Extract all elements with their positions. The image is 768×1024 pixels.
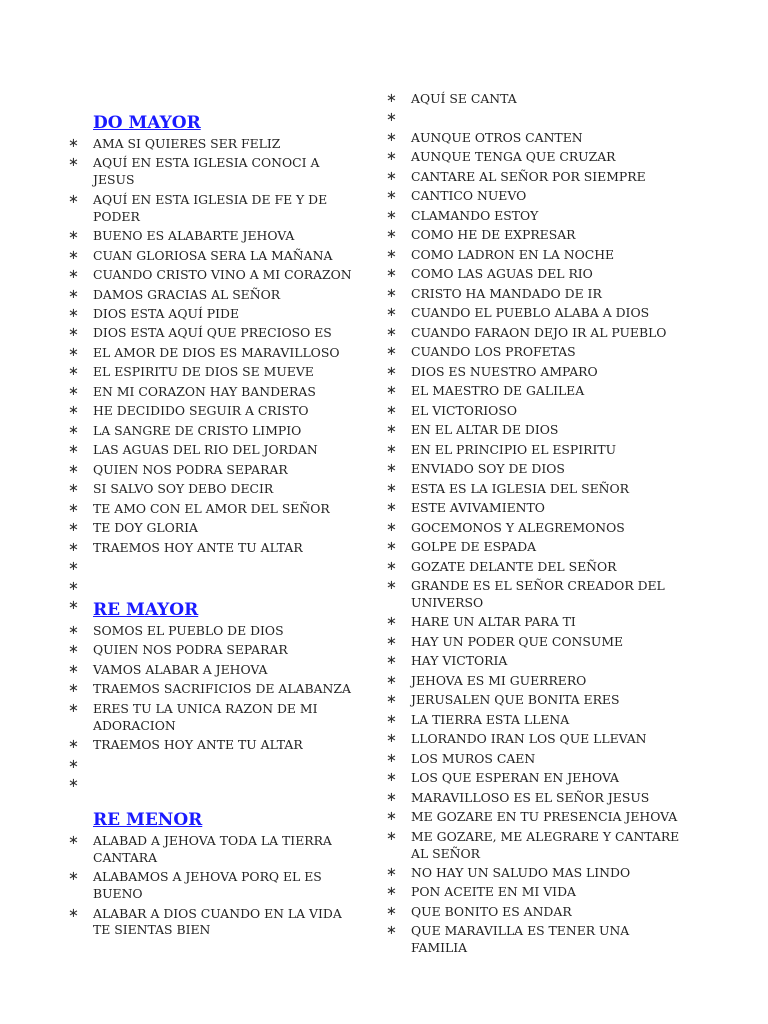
section-re-mayor — [68, 599, 358, 796]
list-item — [386, 712, 686, 729]
bullet-asterisk-icon: ∗ — [68, 228, 79, 244]
list-item — [386, 520, 686, 537]
song-title: COMO HE DE EXPRESAR — [411, 227, 576, 243]
list-item — [68, 906, 358, 940]
list-item — [386, 731, 686, 748]
list-item — [68, 364, 358, 381]
bullet-asterisk-icon: ∗ — [68, 305, 79, 321]
bullet-asterisk-icon: ∗ — [386, 828, 397, 844]
bullet-asterisk-icon: ∗ — [386, 903, 397, 919]
section-title-re-menor: RE MENOR — [93, 810, 203, 830]
song-title: QUE MARAVILLA ES TENER UNA FAMILIA — [411, 923, 630, 956]
song-title: SOMOS EL PUEBLO DE DIOS — [93, 623, 284, 638]
song-title: LOS QUE ESPERAN EN JEHOVA — [411, 770, 620, 786]
list-item — [68, 287, 358, 304]
list-item — [386, 305, 686, 322]
song-title: EL AMOR DE DIOS ES MARAVILLOSO — [93, 344, 340, 360]
list-item — [386, 325, 686, 342]
list-item — [68, 462, 358, 479]
list-item — [68, 345, 358, 362]
list-item — [386, 923, 686, 957]
bullet-asterisk-icon: ∗ — [386, 422, 397, 438]
song-title: ME GOZARE, ME ALEGRARE Y CANTARE AL SEÑOR — [411, 828, 680, 861]
list-item — [386, 904, 686, 921]
list-item — [68, 267, 358, 284]
list-item — [386, 344, 686, 361]
bullet-asterisk-icon: ∗ — [68, 776, 79, 792]
bullet-asterisk-icon: ∗ — [386, 672, 397, 688]
song-title: ALABAD A JEHOVA TODA LA TIERRA CANTARA — [93, 833, 332, 865]
list-item — [386, 247, 686, 264]
bullet-asterisk-icon: ∗ — [386, 789, 397, 805]
bullet-asterisk-icon: ∗ — [68, 833, 79, 848]
bullet-asterisk-icon: ∗ — [68, 539, 79, 555]
song-title: EN EL ALTAR DE DIOS — [411, 422, 559, 438]
bullet-asterisk-icon: ∗ — [386, 809, 397, 825]
bullet-asterisk-icon: ∗ — [386, 227, 397, 243]
list-item — [68, 136, 358, 153]
song-title: MARAVILLOSO ES EL SEÑOR JESUS — [411, 789, 650, 805]
song-title: LA TIERRA ESTA LLENA — [411, 711, 570, 727]
song-title: CUANDO FARAON DEJO IR AL PUEBLO — [411, 324, 667, 340]
song-title: EN EL PRINCIPIO EL ESPIRITU — [411, 441, 617, 457]
bullet-asterisk-icon: ∗ — [68, 442, 79, 458]
list-item — [386, 208, 686, 225]
list-item — [68, 579, 358, 596]
list-item — [386, 539, 686, 556]
list-item — [68, 681, 358, 698]
bullet-asterisk-icon: ∗ — [386, 441, 397, 457]
song-title: QUIEN NOS PODRA SEPARAR — [93, 461, 288, 477]
list-item — [386, 692, 686, 709]
bullet-asterisk-icon: ∗ — [386, 923, 397, 939]
bullet-asterisk-icon: ∗ — [386, 692, 397, 708]
bullet-asterisk-icon: ∗ — [68, 481, 79, 497]
song-title: CUAN GLORIOSA SERA LA MAÑANA — [93, 247, 333, 263]
list-item — [386, 130, 686, 147]
song-title: HAY UN PODER QUE CONSUME — [411, 633, 624, 649]
list-item — [386, 227, 686, 244]
list-item — [386, 383, 686, 400]
list-item — [68, 501, 358, 518]
song-title: COMO LAS AGUAS DEL RIO — [411, 266, 593, 282]
song-list-re-menor — [68, 833, 358, 939]
bullet-asterisk-icon: ∗ — [386, 578, 397, 594]
list-item — [386, 188, 686, 205]
bullet-asterisk-icon: ∗ — [386, 246, 397, 262]
song-title: CANTARE AL SEÑOR POR SIEMPRE — [411, 168, 646, 184]
bullet-asterisk-icon: ∗ — [68, 869, 79, 885]
bullet-asterisk-icon: ∗ — [386, 653, 397, 669]
list-item — [68, 623, 358, 640]
song-title: DIOS ESTA AQUÍ PIDE — [93, 305, 240, 321]
bullet-asterisk-icon: ∗ — [386, 711, 397, 727]
bullet-asterisk-icon: ∗ — [68, 559, 79, 575]
bullet-asterisk-icon: ∗ — [386, 750, 397, 766]
bullet-asterisk-icon: ∗ — [386, 539, 397, 555]
bullet-asterisk-icon: ∗ — [68, 520, 79, 536]
bullet-asterisk-icon: ∗ — [68, 155, 79, 171]
bullet-asterisk-icon: ∗ — [386, 731, 397, 747]
song-title: TRAEMOS HOY ANTE TU ALTAR — [93, 737, 303, 753]
list-item — [386, 481, 686, 498]
bullet-asterisk-icon: ∗ — [386, 461, 397, 477]
song-title: TRAEMOS HOY ANTE TU ALTAR — [93, 539, 303, 555]
song-title: LLORANDO IRAN LOS QUE LLEVAN — [411, 731, 647, 747]
bullet-asterisk-icon: ∗ — [68, 700, 79, 716]
song-title: AUNQUE TENGA QUE CRUZAR — [411, 149, 616, 165]
song-title: LA SANGRE DE CRISTO LIMPIO — [93, 422, 302, 438]
bullet-asterisk-icon: ∗ — [386, 285, 397, 301]
section-title-do-mayor: DO MAYOR — [93, 113, 201, 133]
song-title: AQUÍ EN ESTA IGLESIA CONOCI A JESUS — [93, 155, 320, 188]
song-title: DAMOS GRACIAS AL SEÑOR — [93, 286, 281, 302]
list-item — [68, 701, 358, 735]
song-title: ESTE AVIVAMIENTO — [411, 500, 545, 516]
bullet-asterisk-icon: ∗ — [68, 623, 79, 638]
list-item — [386, 653, 686, 670]
bullet-asterisk-icon: ∗ — [68, 598, 79, 614]
bullet-asterisk-icon: ∗ — [68, 191, 79, 207]
bullet-asterisk-icon: ∗ — [386, 865, 397, 880]
song-title: GOZATE DELANTE DEL SEÑOR — [411, 558, 617, 574]
list-item — [68, 776, 358, 793]
bullet-asterisk-icon: ∗ — [386, 149, 397, 165]
list-item — [386, 770, 686, 787]
song-title: VAMOS ALABAR A JEHOVA — [93, 661, 268, 677]
song-title: SI SALVO SOY DEBO DECIR — [93, 481, 274, 497]
list-item — [386, 500, 686, 517]
song-title: HARE UN ALTAR PARA TI — [411, 614, 576, 630]
list-item — [68, 833, 358, 867]
bullet-asterisk-icon: ∗ — [68, 422, 79, 438]
song-title: TRAEMOS SACRIFICIOS DE ALABANZA — [93, 681, 351, 697]
bullet-asterisk-icon: ∗ — [68, 756, 79, 772]
song-title: CRISTO HA MANDADO DE IR — [411, 285, 602, 301]
bullet-asterisk-icon: ∗ — [68, 681, 79, 697]
bullet-asterisk-icon: ∗ — [68, 661, 79, 677]
list-item — [386, 422, 686, 439]
list-item — [386, 884, 686, 901]
bullet-asterisk-icon: ∗ — [386, 614, 397, 630]
song-title: QUIEN NOS PODRA SEPARAR — [93, 642, 288, 658]
bullet-asterisk-icon: ∗ — [68, 247, 79, 263]
bullet-asterisk-icon: ∗ — [386, 558, 397, 574]
bullet-asterisk-icon: ∗ — [68, 325, 79, 341]
list-item — [68, 248, 358, 265]
list-item — [68, 403, 358, 420]
song-title: ALABAMOS A JEHOVA PORQ EL ES BUENO — [93, 869, 322, 902]
song-title: TE DOY GLORIA — [93, 520, 198, 536]
list-item — [386, 403, 686, 420]
song-title: ERES TU LA UNICA RAZON DE MI ADORACION — [93, 700, 318, 733]
list-item — [68, 757, 358, 774]
list-item — [68, 481, 358, 498]
song-title: CUANDO LOS PROFETAS — [411, 344, 576, 360]
list-item — [68, 520, 358, 537]
song-title: QUE BONITO ES ANDAR — [411, 903, 572, 919]
bullet-asterisk-icon: ∗ — [386, 129, 397, 145]
song-title: GOCEMONOS Y ALEGREMONOS — [411, 519, 625, 535]
list-item — [68, 306, 358, 323]
song-title: GOLPE DE ESPADA — [411, 539, 537, 555]
list-item — [68, 384, 358, 401]
bullet-asterisk-icon: ∗ — [386, 188, 397, 204]
bullet-asterisk-icon: ∗ — [68, 905, 79, 921]
list-item — [386, 751, 686, 768]
list-item — [68, 442, 358, 459]
bullet-asterisk-icon: ∗ — [386, 402, 397, 418]
bullet-asterisk-icon: ∗ — [68, 383, 79, 399]
bullet-asterisk-icon: ∗ — [386, 266, 397, 282]
list-item — [386, 634, 686, 651]
list-item — [68, 155, 358, 189]
bullet-asterisk-icon: ∗ — [68, 500, 79, 516]
song-title: PON ACEITE EN MI VIDA — [411, 884, 576, 900]
song-title: EL VICTORIOSO — [411, 402, 517, 418]
song-title: CANTICO NUEVO — [411, 188, 527, 204]
list-item — [386, 364, 686, 381]
bullet-asterisk-icon: ∗ — [68, 642, 79, 658]
bullet-asterisk-icon: ∗ — [386, 305, 397, 321]
section-re-menor — [68, 809, 358, 942]
bullet-asterisk-icon: ∗ — [386, 344, 397, 360]
song-title: ME GOZARE EN TU PRESENCIA JEHOVA — [411, 809, 678, 825]
song-title: CUANDO CRISTO VINO A MI CORAZON — [93, 267, 352, 283]
song-title: LAS AGUAS DEL RIO DEL JORDAN — [93, 442, 318, 458]
list-item — [68, 559, 358, 576]
list-item — [386, 865, 686, 882]
song-title: ESTA ES LA IGLESIA DEL SEÑOR — [411, 480, 629, 496]
song-title: DIOS ESTA AQUÍ QUE PRECIOSO ES — [93, 325, 332, 341]
bullet-asterisk-icon: ∗ — [386, 633, 397, 649]
bullet-asterisk-icon: ∗ — [68, 136, 79, 151]
bullet-asterisk-icon: ∗ — [68, 461, 79, 477]
list-item — [386, 91, 686, 108]
section-title-re-mayor: RE MAYOR — [93, 600, 199, 620]
song-title: COMO LADRON EN LA NOCHE — [411, 246, 615, 262]
bullet-asterisk-icon: ∗ — [68, 267, 79, 283]
song-title: HAY VICTORIA — [411, 653, 508, 669]
list-item — [386, 442, 686, 459]
list-item — [386, 149, 686, 166]
list-item — [386, 809, 686, 826]
song-title: ENVIADO SOY DE DIOS — [411, 461, 565, 477]
list-item — [386, 461, 686, 478]
list-item — [68, 737, 358, 754]
song-title: EL ESPIRITU DE DIOS SE MUEVE — [93, 364, 314, 380]
song-title: GRANDE ES EL SEÑOR CREADOR DEL UNIVERSO — [411, 578, 665, 610]
list-item — [386, 169, 686, 186]
bullet-asterisk-icon: ∗ — [386, 480, 397, 496]
song-title: JERUSALEN QUE BONITA ERES — [411, 692, 620, 708]
list-item — [386, 559, 686, 576]
bullet-asterisk-icon: ∗ — [386, 324, 397, 340]
bullet-asterisk-icon: ∗ — [68, 403, 79, 419]
list-item — [386, 673, 686, 690]
list-item — [68, 662, 358, 679]
list-item — [68, 642, 358, 659]
bullet-asterisk-icon: ∗ — [386, 207, 397, 223]
list-item — [68, 228, 358, 245]
song-title: HE DECIDIDO SEGUIR A CRISTO — [93, 403, 309, 419]
song-title: AQUÍ EN ESTA IGLESIA DE FE Y DE PODER — [93, 191, 328, 224]
song-title: TE AMO CON EL AMOR DEL SEÑOR — [93, 500, 330, 516]
song-title: CUANDO EL PUEBLO ALABA A DIOS — [411, 305, 650, 321]
list-item — [68, 325, 358, 342]
bullet-asterisk-icon: ∗ — [386, 383, 397, 399]
list-item — [68, 540, 358, 557]
song-title: JEHOVA ES MI GUERRERO — [411, 672, 587, 688]
list-item — [68, 192, 358, 226]
list-item — [68, 869, 358, 903]
bullet-asterisk-icon: ∗ — [68, 286, 79, 302]
bullet-asterisk-icon: ∗ — [386, 91, 397, 106]
song-list-re-mayor — [68, 623, 358, 793]
section-continued — [386, 91, 686, 960]
list-item — [386, 578, 686, 612]
song-title: NO HAY UN SALUDO MAS LINDO — [411, 865, 631, 880]
song-title: AQUÍ SE CANTA — [411, 91, 517, 106]
list-item — [386, 286, 686, 303]
list-item — [386, 614, 686, 631]
bullet-asterisk-icon: ∗ — [386, 770, 397, 786]
bullet-asterisk-icon: ∗ — [386, 168, 397, 184]
song-title: EN MI CORAZON HAY BANDERAS — [93, 383, 316, 399]
bullet-asterisk-icon: ∗ — [68, 344, 79, 360]
bullet-asterisk-icon: ∗ — [68, 364, 79, 380]
list-item — [386, 790, 686, 807]
song-title: DIOS ES NUESTRO AMPARO — [411, 363, 598, 379]
song-title: BUENO ES ALABARTE JEHOVA — [93, 228, 295, 244]
song-list-continued — [386, 91, 686, 957]
song-title: AMA SI QUIERES SER FELIZ — [93, 136, 281, 151]
song-title: EL MAESTRO DE GALILEA — [411, 383, 585, 399]
song-list-do-mayor — [68, 136, 358, 615]
list-item — [386, 266, 686, 283]
bullet-asterisk-icon: ∗ — [386, 363, 397, 379]
song-title: AUNQUE OTROS CANTEN — [411, 129, 583, 145]
list-item — [68, 423, 358, 440]
bullet-asterisk-icon: ∗ — [386, 110, 397, 126]
bullet-asterisk-icon: ∗ — [386, 519, 397, 535]
list-item — [386, 829, 686, 863]
song-title: LOS MUROS CAEN — [411, 750, 536, 766]
bullet-asterisk-icon: ∗ — [386, 500, 397, 516]
bullet-asterisk-icon: ∗ — [68, 578, 79, 594]
song-title: CLAMANDO ESTOY — [411, 207, 539, 223]
song-title: ALABAR A DIOS CUANDO EN LA VIDA TE SIENTAS BIEN — [93, 905, 342, 938]
bullet-asterisk-icon: ∗ — [386, 884, 397, 900]
bullet-asterisk-icon: ∗ — [68, 737, 79, 753]
list-item — [386, 110, 686, 127]
section-do-mayor — [68, 112, 358, 618]
